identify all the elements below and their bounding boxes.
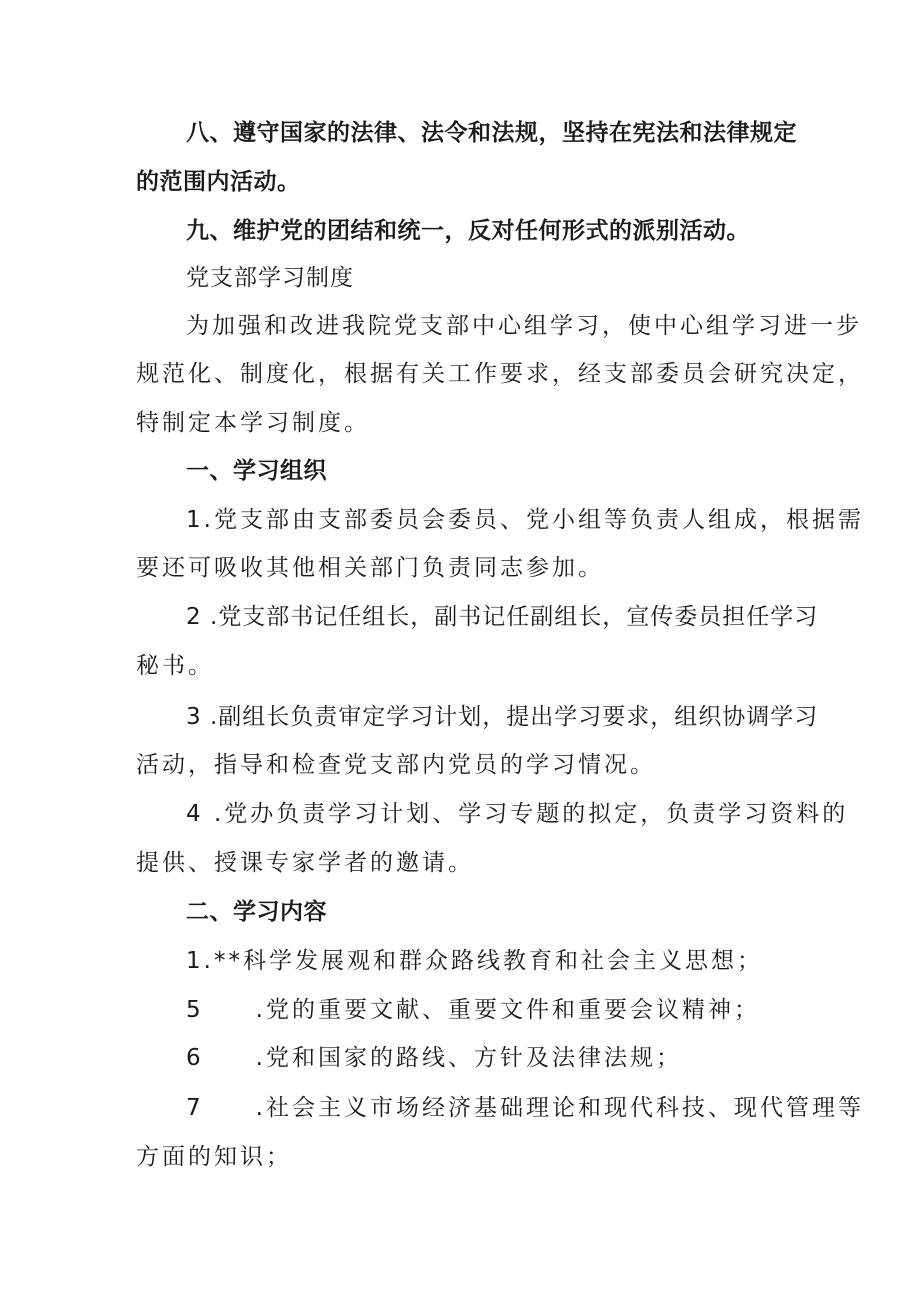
article-8-line2: 的范围内活动。 bbox=[136, 169, 301, 195]
s2-item7-text: .社会主义市场经济基础理论和现代科技、现代管理等 bbox=[255, 1095, 864, 1121]
s2-item5 bbox=[186, 995, 796, 1025]
s2-item6-text: .党和国家的路线、方针及法律法规； bbox=[255, 1045, 682, 1071]
s2-item6-number: 6 bbox=[186, 1045, 204, 1071]
section1-heading: 一、学习组织 bbox=[186, 458, 327, 484]
intro-line3: 特制定本学习制度。 bbox=[136, 410, 370, 436]
article-8-line1: 八、遵守国家的法律、法令和法规，坚持在宪法和法律规定 bbox=[186, 120, 797, 146]
s1-item4-line1: 4 .党办负责学习计划、学习专题的拟定，负责学习资料的 bbox=[186, 801, 849, 827]
section-title: 党支部学习制度 bbox=[186, 265, 354, 291]
s2-item7-number: 7 bbox=[186, 1095, 204, 1121]
intro-line1: 为加强和改进我院党支部中心组学习，使中心组学习进一步 bbox=[186, 313, 862, 339]
s2-item7 bbox=[186, 1093, 864, 1123]
s2-item5-text: .党的重要文献、重要文件和重要会议精神； bbox=[255, 997, 760, 1023]
s1-item4-line2: 提供、授课专家学者的邀请。 bbox=[136, 850, 474, 876]
s2-item5-number: 5 bbox=[186, 997, 204, 1023]
s1-item1-line2: 要还可吸收其他相关部门负责同志参加。 bbox=[136, 555, 604, 581]
s1-item3-line2: 活动，指导和检查党支部内党员的学习情况。 bbox=[136, 752, 656, 778]
s1-item3-line1: 3 .副组长负责审定学习计划，提出学习要求，组织协调学习 bbox=[186, 704, 819, 730]
s2-item6 bbox=[186, 1043, 796, 1073]
s2-item7-line2: 方面的知识； bbox=[136, 1144, 292, 1170]
section2-heading: 二、学习内容 bbox=[186, 899, 327, 925]
article-9: 九、维护党的团结和统一，反对任何形式的派别活动。 bbox=[186, 218, 750, 244]
s1-item2-line2: 秘书。 bbox=[136, 653, 214, 679]
intro-line2: 规范化、制度化，根据有关工作要求，经支部委员会研究决定， bbox=[136, 361, 864, 387]
s1-item2-line1: 2 .党支部书记任组长，副书记任副组长，宣传委员担任学习 bbox=[186, 604, 819, 630]
s1-item1-line1: 1.党支部由支部委员会委员、党小组等负责人组成，根据需 bbox=[186, 507, 864, 533]
s2-item1: 1.**科学发展观和群众路线教育和社会主义思想； bbox=[186, 948, 763, 974]
